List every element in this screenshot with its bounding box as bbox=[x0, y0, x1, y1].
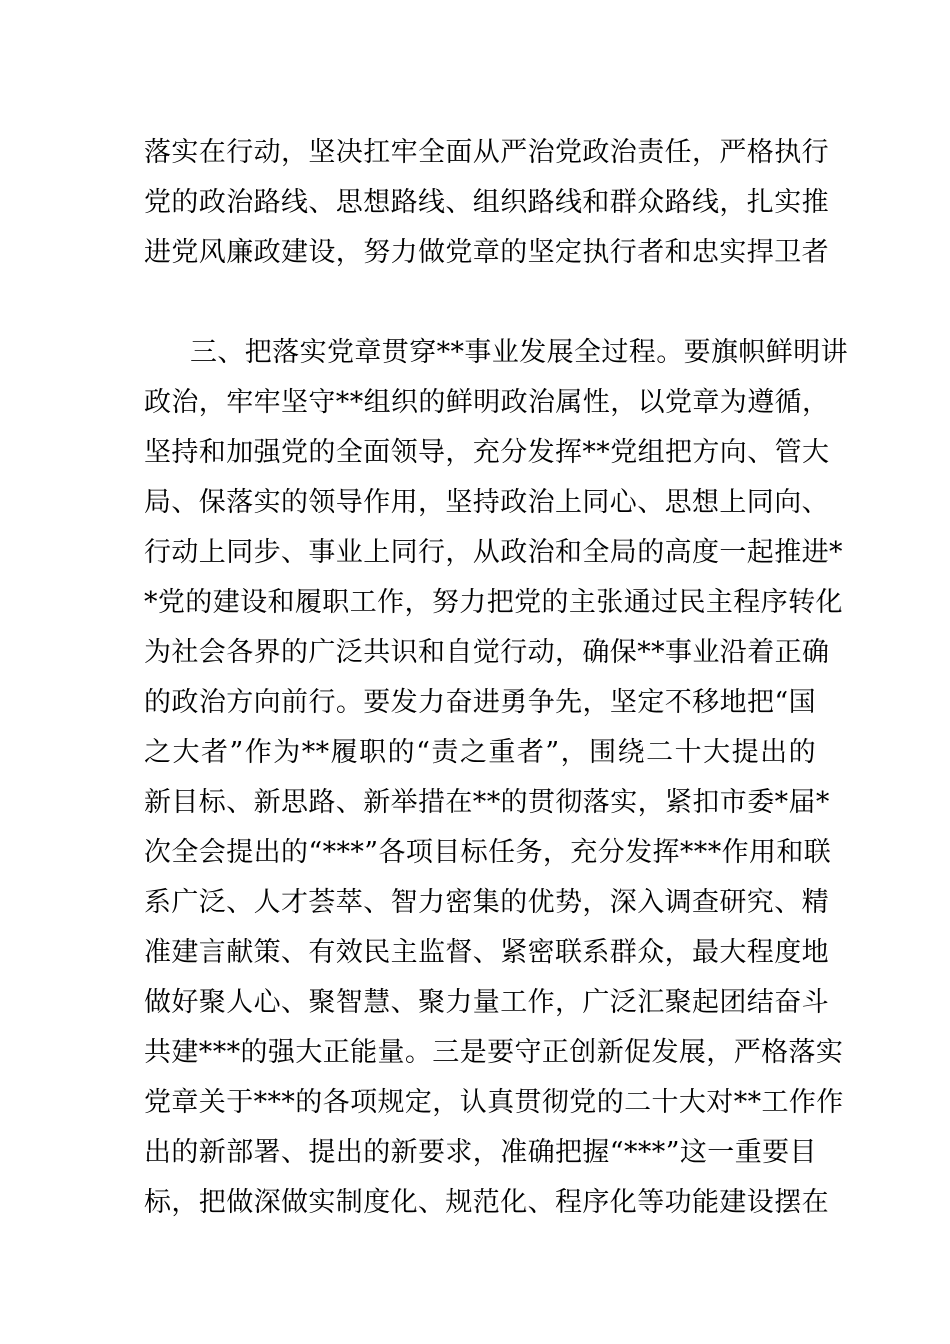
paragraph-line: 新目标、新思路、新举措在**的贯彻落实，紧扣市委*届* bbox=[144, 787, 830, 818]
paragraph-line: *党的建设和履职工作，努力把党的主张通过民主程序转化 bbox=[144, 587, 843, 618]
paragraph-line: 进党风廉政建设，努力做党章的坚定执行者和忠实捍卫者 bbox=[144, 237, 829, 268]
paragraph-line: 党章关于***的各项规定，认真贯彻党的二十大对**工作作 bbox=[144, 1087, 844, 1118]
paragraph-line: 做好聚人心、聚智慧、聚力量工作，广泛汇聚起团结奋斗 bbox=[144, 987, 829, 1018]
paragraph-line: 政治，牢牢坚守**组织的鲜明政治属性，以党章为遵循， bbox=[144, 387, 830, 418]
section-heading-line: 三、把落实党章贯穿**事业发展全过程。要旗帜鲜明讲 bbox=[190, 337, 848, 368]
paragraph-line: 的政治方向前行。要发力奋进勇争先，坚定不移地把“国 bbox=[144, 687, 816, 718]
paragraph-line: 为社会各界的广泛共识和自觉行动，确保**事业沿着正确 bbox=[144, 637, 830, 668]
paragraph-line: 出的新部署、提出的新要求，准确把握“***”这一重要目 bbox=[144, 1137, 817, 1168]
paragraph-line: 行动上同步、事业上同行，从政治和全局的高度一起推进* bbox=[144, 537, 843, 568]
paragraph-line: 局、保落实的领导作用，坚持政治上同心、思想上同向、 bbox=[144, 487, 829, 518]
paragraph-line: 次全会提出的“***”各项目标任务，充分发挥***作用和联 bbox=[144, 837, 832, 868]
paragraph-line: 坚持和加强党的全面领导，充分发挥**党组把方向、管大 bbox=[144, 437, 830, 468]
paragraph-line: 党的政治路线、思想路线、组织路线和群众路线，扎实推 bbox=[144, 187, 829, 218]
paragraph-line: 系广泛、人才荟萃、智力密集的优势，深入调查研究、精 bbox=[144, 887, 829, 918]
paragraph-line: 落实在行动，坚决扛牢全面从严治党政治责任，严格执行 bbox=[144, 137, 829, 168]
paragraph-line: 标，把做深做实制度化、规范化、程序化等功能建设摆在 bbox=[144, 1187, 829, 1218]
paragraph-line: 准建言献策、有效民主监督、紧密联系群众，最大程度地 bbox=[144, 937, 829, 968]
paragraph-line: 之大者”作为**履职的“责之重者”，围绕二十大提出的 bbox=[144, 737, 816, 768]
paragraph-line: 共建***的强大正能量。三是要守正创新促发展，严格落实 bbox=[144, 1037, 844, 1068]
